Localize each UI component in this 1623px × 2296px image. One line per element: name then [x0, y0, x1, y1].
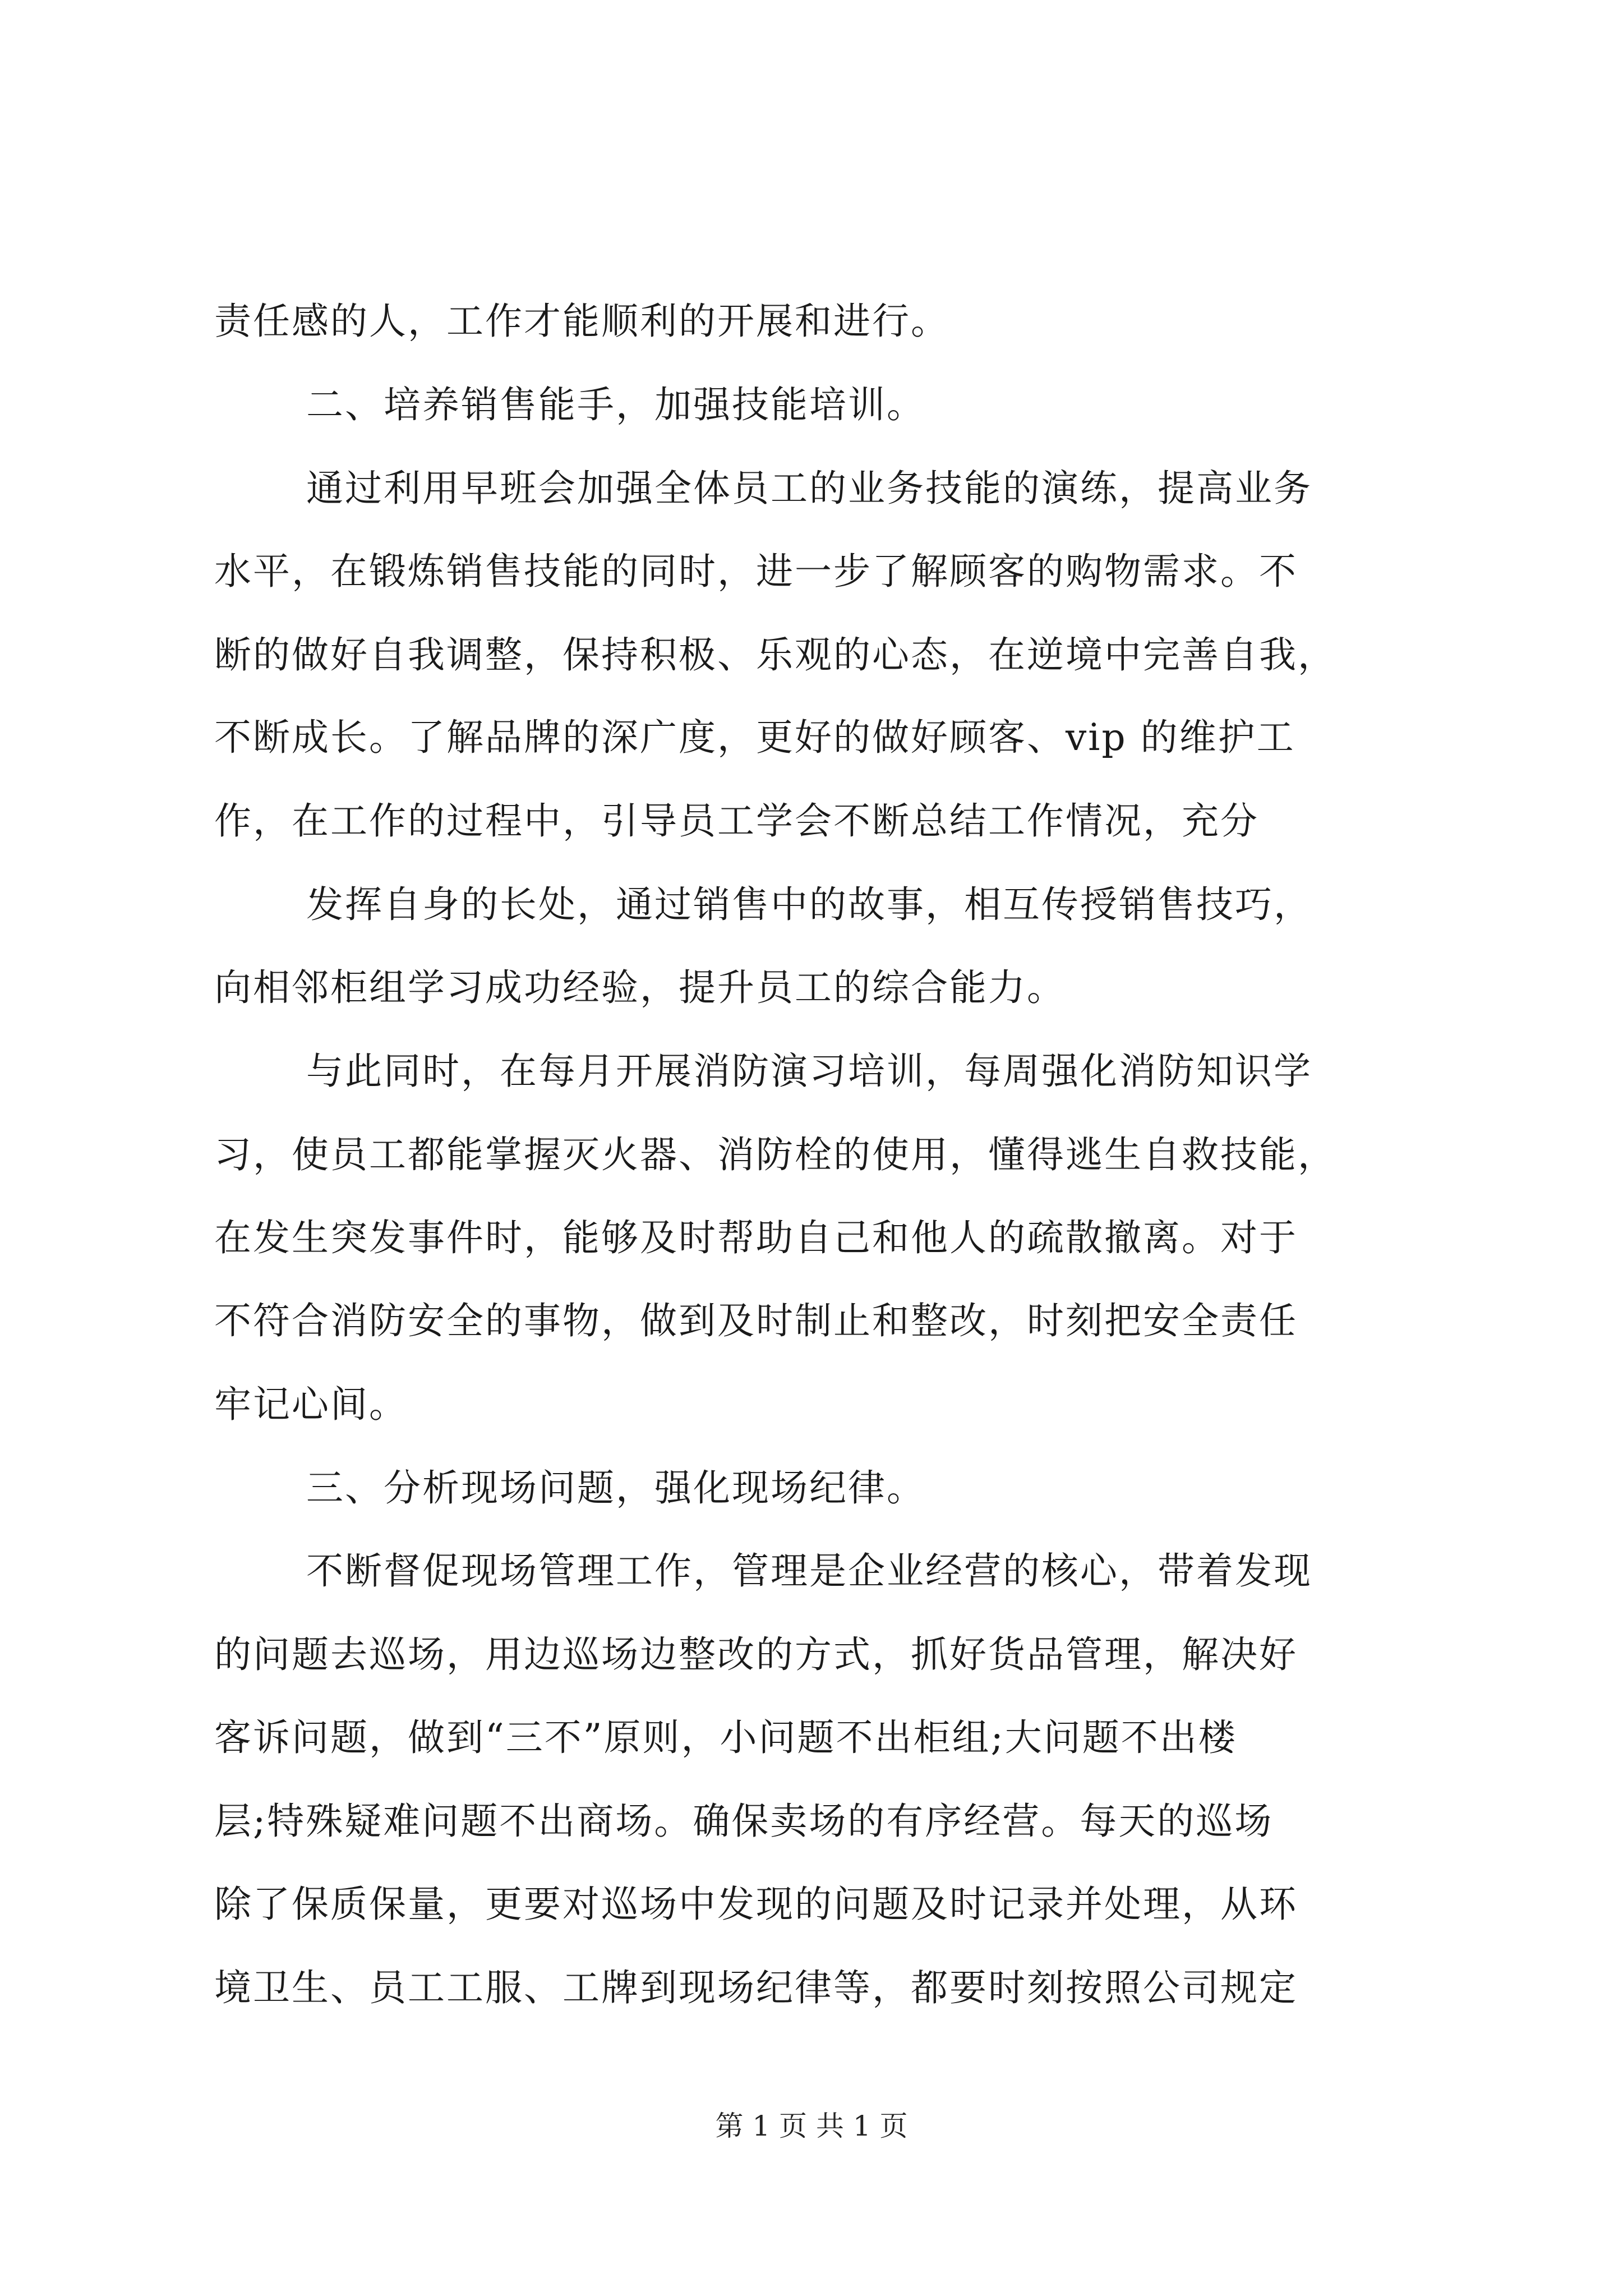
text-line: 发挥自身的长处，通过销售中的故事，相互传授销售技巧，	[306, 883, 1312, 926]
text-line: 不断督促现场管理工作，管理是企业经营的核心，带着发现	[306, 1549, 1312, 1593]
text-line: 除了保质保量，更要对巡场中发现的问题及时记录并处理，从环	[214, 1883, 1298, 1926]
text-line: 不符合消防安全的事物，做到及时制止和整改，时刻把安全责任	[214, 1299, 1298, 1342]
text-line: 牢记心间。	[214, 1383, 408, 1426]
text-line: 不断成长。了解品牌的深广度，更好的做好顾客、vip 的维护工	[214, 716, 1295, 759]
text-line: 责任感的人，工作才能顺利的开展和进行。	[214, 300, 949, 343]
text-line: 断的做好自我调整，保持积极、乐观的心态，在逆境中完善自我，	[214, 633, 1336, 677]
text-line: 向相邻柜组学习成功经验，提升员工的综合能力。	[214, 966, 1066, 1009]
text-line: 层;特殊疑难问题不出商场。确保卖场的有序经营。每天的巡场	[214, 1800, 1274, 1843]
text-line: 作，在工作的过程中，引导员工学会不断总结工作情况，充分	[214, 799, 1259, 843]
text-line: 水平，在锻炼销售技能的同时，进一步了解顾客的购物需求。不	[214, 550, 1298, 593]
text-line: 境卫生、员工工服、工牌到现场纪律等，都要时刻按照公司规定	[214, 1966, 1298, 2009]
page-footer: 第 1 页 共 1 页	[715, 2110, 908, 2142]
text-line: 客诉问题，做到“三不”原则，小问题不出柜组;大问题不出楼	[214, 1716, 1237, 1759]
text-line: 习，使员工都能掌握灭火器、消防栓的使用，懂得逃生自救技能，	[214, 1133, 1336, 1176]
text-line: 的问题去巡场，用边巡场边整改的方式，抓好货品管理，解决好	[214, 1633, 1298, 1676]
section-heading: 二、培养销售能手，加强技能培训。	[306, 383, 925, 426]
section-heading: 三、分析现场问题，强化现场纪律。	[306, 1466, 925, 1510]
text-line: 与此同时，在每月开展消防演习培训，每周强化消防知识学	[306, 1050, 1312, 1093]
text-line: 通过利用早班会加强全体员工的业务技能的演练，提高业务	[306, 467, 1312, 510]
text-line: 在发生突发事件时，能够及时帮助自己和他人的疏散撤离。对于	[214, 1216, 1298, 1259]
